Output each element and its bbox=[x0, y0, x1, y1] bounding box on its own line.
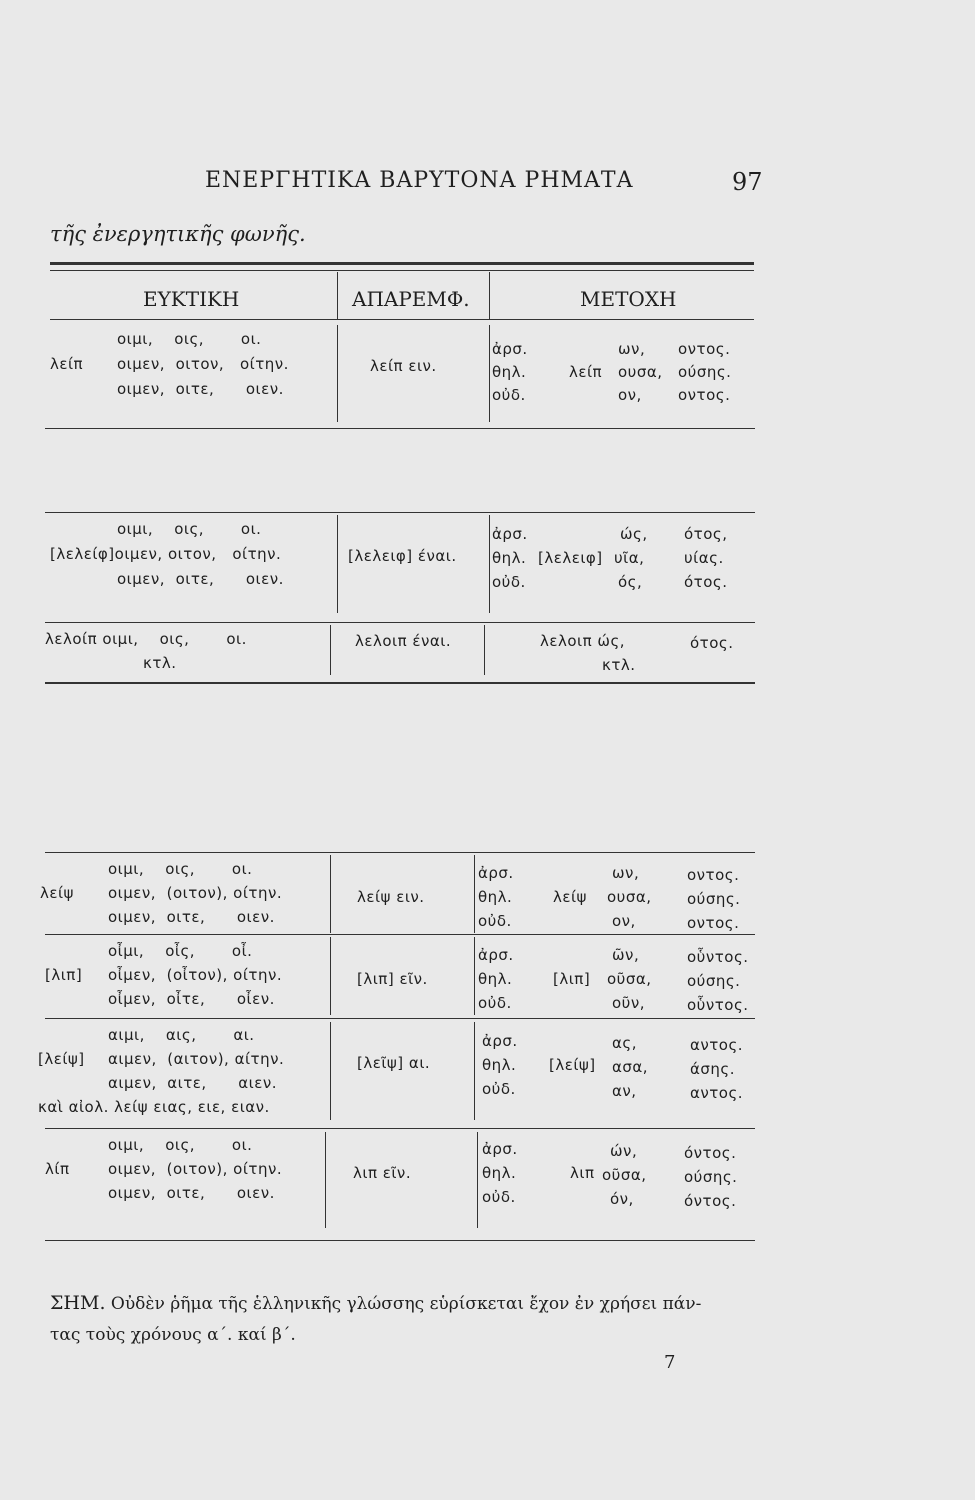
table-top-rule-thin bbox=[50, 270, 754, 271]
page-title: ΕΝΕΡΓΗΤΙΚΑ ΒΑΡΥΤΟΝΑ ΡΗΜΑΤΑ bbox=[205, 168, 634, 193]
part-genitive: όντος. bbox=[684, 1144, 737, 1162]
opt-row: οιμι, οις, οι. bbox=[108, 1136, 253, 1154]
col-divider bbox=[489, 325, 490, 422]
signature-mark: 7 bbox=[664, 1352, 676, 1373]
col-divider bbox=[330, 937, 331, 1015]
col-divider bbox=[477, 1132, 478, 1228]
part-genitive: ούσης. bbox=[678, 363, 732, 381]
opt-row: οιμεν, (οιτον), οίτην. bbox=[108, 884, 283, 902]
stem: λείπ bbox=[50, 355, 84, 373]
gender-label: θηλ. bbox=[482, 1056, 517, 1074]
infinitive: [λελειφ] έναι. bbox=[348, 547, 457, 565]
col-divider bbox=[484, 625, 485, 675]
opt-row: λελοίπ οιμι, οις, οι. bbox=[45, 630, 247, 648]
block-rule bbox=[45, 512, 755, 513]
opt-row: οιμεν, οιτε, οιεν. bbox=[108, 1184, 275, 1202]
part-ending: ων, bbox=[618, 340, 646, 358]
block-rule bbox=[45, 622, 755, 623]
infinitive: λιπ εῖν. bbox=[353, 1164, 412, 1182]
part-genitive: οὗντος. bbox=[687, 948, 749, 966]
part-genitive: ούσης. bbox=[687, 890, 741, 908]
part-stem: [λείψ] bbox=[549, 1056, 596, 1074]
col-divider bbox=[337, 325, 338, 422]
gender-label: θηλ. bbox=[492, 549, 527, 567]
infinitive: λείψ ειν. bbox=[357, 888, 425, 906]
gender-label: ἀρσ. bbox=[482, 1032, 518, 1050]
col-divider bbox=[330, 1022, 331, 1120]
part-ending: ῶν, bbox=[612, 946, 640, 964]
part-genitive: όντος. bbox=[684, 1192, 737, 1210]
opt-row: οἶμεν, οἶτε, οἶεν. bbox=[108, 990, 275, 1008]
part-stem: [λελειφ] bbox=[538, 549, 603, 567]
part-ending: ας, bbox=[612, 1034, 637, 1052]
opt-row: αιμι, αις, αι. bbox=[108, 1026, 255, 1044]
stem: λείψ bbox=[40, 884, 74, 902]
col-divider bbox=[474, 1022, 475, 1120]
gender-label: θηλ. bbox=[492, 363, 527, 381]
block-rule bbox=[45, 1128, 755, 1129]
gender-label: ἀρσ. bbox=[478, 864, 514, 882]
col-divider bbox=[330, 855, 331, 933]
part-genitive: αντος. bbox=[690, 1036, 744, 1054]
part-ending: οῦν, bbox=[612, 994, 646, 1012]
opt-row: οιμεν, οιτον, οίτην. bbox=[117, 355, 289, 373]
page-number: 97 bbox=[732, 168, 763, 196]
infinitive: [λεῖψ] αι. bbox=[357, 1054, 431, 1072]
opt-row: οἶμι, οἶς, οἶ. bbox=[108, 942, 253, 960]
part-ending: ον, bbox=[618, 386, 642, 404]
gender-label: ἀρσ. bbox=[482, 1140, 518, 1158]
opt-row: καὶ αἰολ. λείψ ειας, ειε, ειαν. bbox=[38, 1098, 270, 1116]
part-genitive: οντος. bbox=[687, 914, 740, 932]
infinitive: [λιπ] εῖν. bbox=[357, 970, 428, 988]
col-divider bbox=[325, 1132, 326, 1228]
part-genitive: αντος. bbox=[690, 1084, 744, 1102]
part-stem: λείψ bbox=[553, 888, 587, 906]
part-genitive: άσης. bbox=[690, 1060, 735, 1078]
part-ending: ων, bbox=[612, 864, 640, 882]
part-genitive: ότος. bbox=[690, 634, 734, 652]
part-genitive: οντος. bbox=[678, 386, 731, 404]
infinitive: λείπ ειν. bbox=[370, 357, 437, 375]
block-rule bbox=[45, 428, 755, 429]
part-ending: ουσα, bbox=[618, 363, 663, 381]
part-genitive: υίας. bbox=[684, 549, 724, 567]
gender-label: οὐδ. bbox=[482, 1080, 516, 1098]
note-line: Οὐδὲν ῥῆμα τῆς ἑλληνικῆς γλώσσης εὑρίσκεται ἔχον ἐν χρήσει πάν- bbox=[110, 1294, 702, 1314]
table-bottom-rule bbox=[45, 1240, 755, 1241]
gender-label: θηλ. bbox=[478, 888, 513, 906]
note-label: ΣΗΜ. bbox=[50, 1292, 106, 1314]
opt-row: [λελείφ]οιμεν, οιτον, οίτην. bbox=[50, 545, 282, 563]
stem: [λείψ] bbox=[38, 1050, 85, 1068]
opt-row: οἶμεν, (οἶτον), οίτην. bbox=[108, 966, 283, 984]
part-ending: ός, bbox=[618, 573, 643, 591]
gender-label: οὐδ. bbox=[478, 994, 512, 1012]
gender-label: ἀρσ. bbox=[492, 525, 528, 543]
gender-label: θηλ. bbox=[478, 970, 513, 988]
opt-row: οιμεν, οιτε, οιεν. bbox=[117, 380, 284, 398]
gender-label: ἀρσ. bbox=[492, 340, 528, 358]
part-ending: ασα, bbox=[612, 1058, 649, 1076]
opt-row: αιμεν, (αιτον), αίτην. bbox=[108, 1050, 285, 1068]
column-participle: ΜΕΤΟΧΗ bbox=[580, 287, 677, 311]
opt-row: οιμι, οις, οι. bbox=[117, 520, 262, 538]
part-ending: υῖα, bbox=[614, 549, 645, 567]
part-genitive: οὗντος. bbox=[687, 996, 749, 1014]
column-infinitive: ΑΠΑΡΕΜΦ. bbox=[352, 287, 470, 311]
table-top-rule bbox=[50, 262, 754, 265]
stem: λίπ bbox=[45, 1160, 70, 1178]
head-divider bbox=[489, 272, 490, 320]
gender-label: οὐδ. bbox=[478, 912, 512, 930]
col-divider bbox=[489, 515, 490, 613]
part-stem: λείπ bbox=[569, 363, 603, 381]
part-genitive: οντος. bbox=[678, 340, 731, 358]
part-genitive: ότος, bbox=[684, 525, 728, 543]
part-ending: οῦσα, bbox=[602, 1166, 647, 1184]
part-genitive: ούσης. bbox=[687, 972, 741, 990]
gender-label: οὐδ. bbox=[492, 573, 526, 591]
subtitle: τῆς ἐνεργητικῆς φωνῆς. bbox=[50, 222, 306, 246]
opt-row: οιμι, οις, οι. bbox=[117, 330, 262, 348]
note-line: τας τοὺς χρόνους α΄. καί β΄. bbox=[50, 1325, 296, 1345]
block-rule bbox=[45, 852, 755, 853]
participle: κτλ. bbox=[602, 656, 636, 674]
participle: λελοιπ ώς, bbox=[540, 632, 626, 650]
header-rule bbox=[50, 319, 754, 320]
part-ending: ώς, bbox=[620, 525, 648, 543]
gender-label: οὐδ. bbox=[482, 1188, 516, 1206]
part-genitive: ούσης. bbox=[684, 1168, 738, 1186]
gender-label: οὐδ. bbox=[492, 386, 526, 404]
opt-row: οιμι, οις, οι. bbox=[108, 860, 253, 878]
part-ending: αν, bbox=[612, 1082, 637, 1100]
head-divider bbox=[337, 272, 338, 320]
opt-row: αιμεν, αιτε, αιεν. bbox=[108, 1074, 277, 1092]
col-divider bbox=[330, 625, 331, 675]
opt-row: κτλ. bbox=[143, 654, 177, 672]
column-optative: ΕΥΚΤΙΚΗ bbox=[143, 287, 240, 311]
part-stem: λιπ bbox=[570, 1164, 595, 1182]
block-rule bbox=[45, 1018, 755, 1019]
part-ending: ον, bbox=[612, 912, 636, 930]
opt-row: οιμεν, οιτε, οιεν. bbox=[117, 570, 284, 588]
gender-label: θηλ. bbox=[482, 1164, 517, 1182]
col-divider bbox=[337, 515, 338, 613]
part-genitive: οντος. bbox=[687, 866, 740, 884]
part-ending: όν, bbox=[610, 1190, 634, 1208]
col-divider bbox=[474, 855, 475, 933]
opt-row: οιμεν, οιτε, οιεν. bbox=[108, 908, 275, 926]
block-rule bbox=[45, 682, 755, 684]
part-genitive: ότος. bbox=[684, 573, 728, 591]
col-divider bbox=[474, 937, 475, 1015]
part-stem: [λιπ] bbox=[553, 970, 591, 988]
part-ending: οῦσα, bbox=[607, 970, 652, 988]
gender-label: ἀρσ. bbox=[478, 946, 514, 964]
part-ending: ών, bbox=[610, 1142, 638, 1160]
block-rule bbox=[45, 934, 755, 935]
infinitive: λελοιπ έναι. bbox=[355, 632, 452, 650]
opt-row: οιμεν, (οιτον), οίτην. bbox=[108, 1160, 283, 1178]
footnote bbox=[50, 1288, 701, 1351]
part-ending: ουσα, bbox=[607, 888, 652, 906]
stem: [λιπ] bbox=[45, 966, 83, 984]
